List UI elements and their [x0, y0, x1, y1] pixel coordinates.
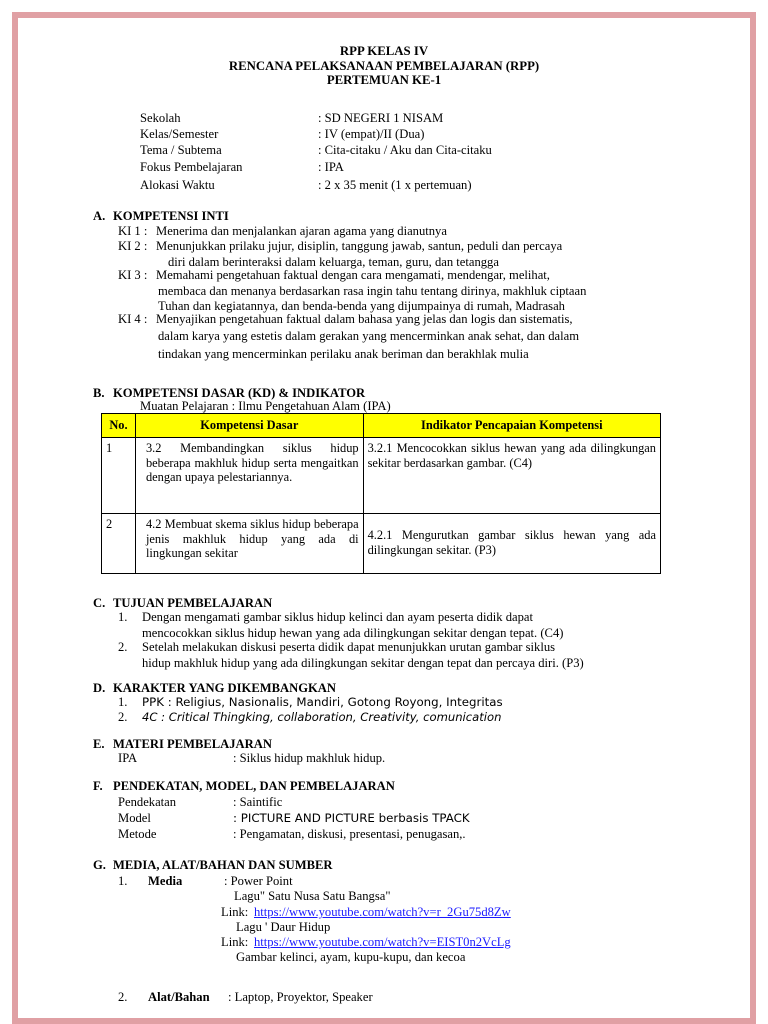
ki-label: KI 2 :	[118, 239, 148, 253]
section-b-subtitle: Muatan Pelajaran : Ilmu Pengetahuan Alam (IPA)	[140, 399, 391, 413]
info-key: Fokus Pembelajaran	[140, 160, 243, 174]
table-cell-indikator: 3.2.1 Mencocokkan siklus hewan yang ada dilingkungan sekitar berdasarkan gambar. (C4)	[363, 438, 660, 514]
section-number: C.	[93, 596, 106, 610]
section-title: MATERI PEMBELAJARAN	[113, 737, 272, 751]
ki-3	[118, 268, 720, 315]
table-cell-kd: 3.2 Membandingkan siklus hidup beberapa makhluk hidup serta mengaitkan dengan upaya pelestariannya.	[135, 438, 363, 514]
media-value: : Power Point	[224, 874, 293, 888]
section-title: KOMPETENSI DASAR (KD) & INDIKATOR	[113, 386, 366, 400]
info-row-fokus	[140, 160, 344, 176]
list-number: 2.	[118, 990, 128, 1004]
section-number: G.	[93, 858, 106, 872]
ki-text: Menerima dan menjalankan ajaran agama yang dianutnya	[156, 224, 447, 238]
list-item	[118, 610, 563, 641]
table-row	[102, 514, 661, 574]
info-value: : SD NEGERI 1 NISAM	[318, 111, 444, 125]
ki-4-cont-2: tindakan yang mencerminkan perilaku anak beriman dan berakhlak mulia	[158, 347, 529, 361]
media-label: Media	[148, 874, 183, 888]
section-title: MEDIA, ALAT/BAHAN DAN SUMBER	[113, 858, 333, 872]
list-number: 1.	[118, 610, 128, 624]
ki-text: Memahami pengetahuan faktual dengan cara mengamati, mendengar, melihat,	[156, 268, 550, 282]
section-title: TUJUAN PEMBELAJARAN	[113, 596, 273, 610]
row-value: : Pengamatan, diskusi, presentasi, penugasan,.	[233, 827, 466, 841]
section-title: PENDEKATAN, MODEL, DAN PEMBELAJARAN	[113, 779, 395, 793]
ki-text: Tuhan dan kegiatannya, dan benda-benda yang dijumpainya di rumah, Madrasah	[158, 299, 565, 313]
list-number: 1.	[118, 874, 128, 888]
document-page	[18, 18, 750, 1018]
ki-text: Menunjukkan prilaku jujur, disiplin, tanggung jawab, santun, peduli dan percaya	[156, 239, 563, 253]
section-title: KARAKTER YANG DIKEMBANGKAN	[113, 681, 336, 695]
song-2: Lagu ' Daur Hidup	[236, 920, 331, 934]
ki-text: Menyajikan pengetahuan faktual dalam bahasa yang jelas dan logis dan sistematis,	[156, 312, 573, 326]
info-key: Alokasi Waktu	[140, 178, 215, 192]
model-row	[118, 811, 470, 827]
ki-text: diri dalam berinteraksi dalam keluarga, teman, guru, dan tetangga	[168, 254, 499, 269]
info-row-sekolah	[140, 111, 443, 127]
section-number: B.	[93, 386, 105, 400]
materi-value: : Siklus hidup makhluk hidup.	[233, 751, 386, 765]
info-row-alokasi	[140, 178, 472, 194]
section-number: F.	[93, 779, 103, 793]
table-header-no: No.	[102, 414, 136, 438]
row-value: : PICTURE AND PICTURE berbasis TPACK	[233, 811, 470, 825]
materi-row	[118, 751, 385, 767]
ki-4	[118, 312, 720, 328]
page-frame	[12, 12, 756, 1024]
info-value: : Cita-citaku / Aku dan Cita-citaku	[318, 143, 492, 157]
table-header-indikator: Indikator Pencapaian Kompetensi	[363, 414, 660, 438]
section-title: KOMPETENSI INTI	[113, 209, 229, 223]
ki-2	[118, 239, 720, 270]
youtube-link-2[interactable]: https://www.youtube.com/watch?v=EIST0n2VcLg	[254, 935, 511, 949]
table-header-kd: Kompetensi Dasar	[135, 414, 363, 438]
list-text: mencocokkan siklus hidup hewan yang ada dilingkungan sekitar dengan tepat. (C4)	[142, 625, 564, 640]
doc-title-line-1: RPP KELAS IV	[339, 44, 429, 58]
table-cell-indikator: 4.2.1 Mengurutkan gambar siklus hewan yang ada dilingkungan sekitar. (P3)	[363, 514, 660, 574]
ki-4-cont-1: dalam karya yang estetis dalam gerakan yang mencerminkan anak sehat, dan dalam	[158, 329, 580, 343]
song-1: Lagu" Satu Nusa Satu Bangsa"	[234, 889, 391, 903]
info-key: Kelas/Semester	[140, 127, 219, 141]
table-cell-no: 2	[102, 514, 136, 574]
kd-table	[101, 413, 661, 574]
list-item	[118, 695, 503, 711]
list-number: 2.	[118, 710, 128, 724]
row-key: Metode	[118, 827, 157, 841]
link-row-1	[221, 905, 511, 921]
info-value: : IPA	[318, 160, 344, 174]
list-text: Dengan mengamati gambar siklus hidup kelinci dan ayam peserta didik dapat	[142, 610, 533, 624]
info-key: Sekolah	[140, 111, 181, 125]
table-row	[102, 438, 661, 514]
alat-row	[118, 990, 373, 1006]
link-row-2	[221, 935, 511, 951]
section-a-heading	[93, 209, 229, 225]
info-row-tema	[140, 143, 492, 159]
table-cell-no: 1	[102, 438, 136, 514]
section-f-heading	[93, 779, 395, 795]
youtube-link-1[interactable]: https://www.youtube.com/watch?v=r_2Gu75d8Zw	[254, 905, 511, 919]
ki-label: KI 1 :	[118, 224, 148, 238]
doc-title-line-3: PERTEMUAN KE-1	[326, 73, 442, 87]
row-value: : Saintific	[233, 795, 283, 809]
row-key: Pendekatan	[118, 795, 177, 809]
list-number: 2.	[118, 640, 128, 654]
info-value: : IV (empat)/II (Dua)	[318, 127, 425, 141]
list-item	[118, 710, 501, 726]
list-text: 4C : Critical Thingking, collaboration, Creativity, comunication	[142, 710, 502, 724]
list-number: 1.	[118, 695, 128, 709]
list-item	[118, 640, 584, 671]
link-label: Link:	[221, 905, 249, 919]
section-g-heading	[93, 858, 332, 874]
doc-title-line-2: RENCANA PELAKSANAAN PEMBELAJARAN (RPP)	[228, 58, 540, 73]
doc-title-block	[18, 44, 750, 88]
table-cell-kd: 4.2 Membuat skema siklus hidup beberapa jenis makhluk hidup yang ada di lingkungan sekitar	[135, 514, 363, 574]
alat-value: : Laptop, Proyektor, Speaker	[228, 990, 373, 1004]
table-header-row	[102, 414, 661, 438]
info-key: Tema / Subtema	[140, 143, 222, 157]
ki-label: KI 3 :	[118, 268, 148, 282]
list-text: Setelah melakukan diskusi peserta didik dapat menunjukkan urutan gambar siklus	[142, 640, 556, 654]
alat-label: Alat/Bahan	[148, 990, 210, 1004]
row-key: Model	[118, 811, 151, 825]
metode-row	[118, 827, 466, 843]
pendekatan-row	[118, 795, 282, 811]
ki-text: membaca dan menanya berdasarkan rasa ingin tahu tentang dirinya, makhluk ciptaan	[158, 283, 587, 298]
section-number: A.	[93, 209, 106, 223]
ki-1	[118, 224, 720, 240]
list-text: PPK : Religius, Nasionalis, Mandiri, Gotong Royong, Integritas	[142, 695, 503, 709]
section-number: E.	[93, 737, 105, 751]
pictures-line: Gambar kelinci, ayam, kupu-kupu, dan kecoa	[236, 950, 466, 964]
info-row-kelas	[140, 127, 424, 143]
list-text: hidup makhluk hidup yang ada dilingkungan sekitar dengan tepat dan percaya diri. (P3)	[142, 655, 584, 670]
materi-key: IPA	[118, 751, 138, 765]
section-number: D.	[93, 681, 106, 695]
ki-label: KI 4 :	[118, 312, 148, 326]
link-label: Link:	[221, 935, 249, 949]
info-value: : 2 x 35 menit (1 x pertemuan)	[318, 178, 472, 192]
media-row	[118, 874, 293, 890]
